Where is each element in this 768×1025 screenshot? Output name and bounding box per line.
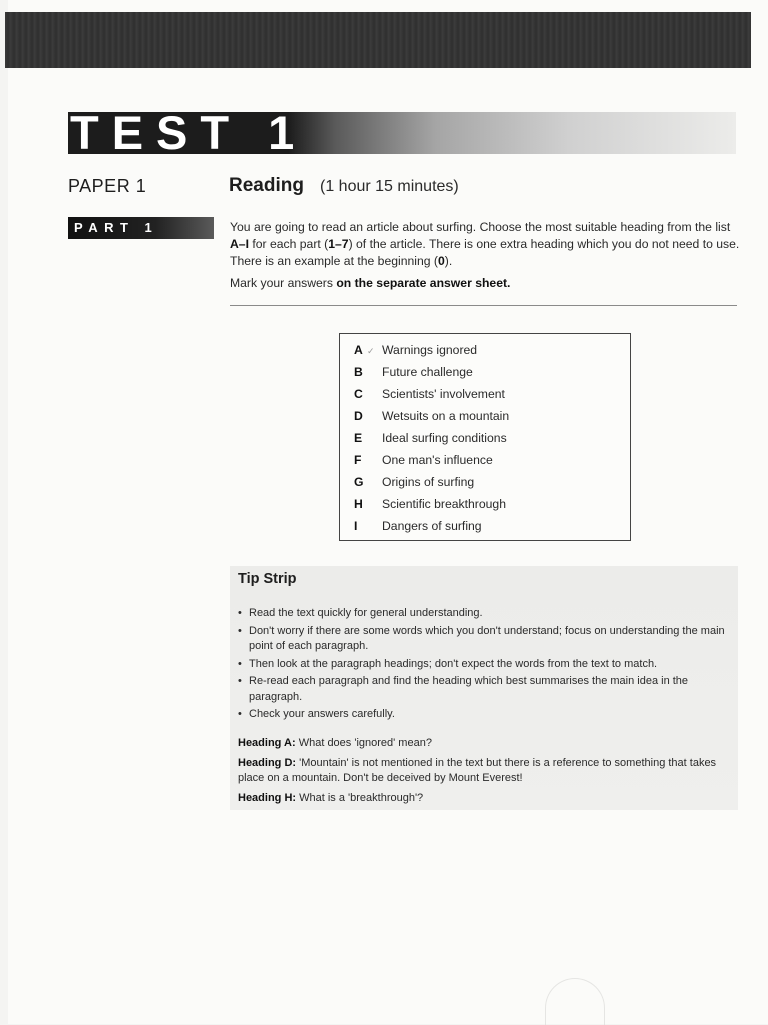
heading-note [238,791,730,807]
headings-list-box [339,333,631,541]
tip-bullet: • Don't worry if there are some words which you don't understand; focus on understanding the main point of each paragraph. [238,624,730,655]
heading-text: Origins of surfing [382,475,475,489]
tip-bullet: • Read the text quickly for general understanding. [238,606,730,622]
heading-text: Wetsuits on a mountain [382,409,510,423]
instructions-example-number: 0 [438,254,445,268]
heading-letter: G [354,475,364,489]
mark-answers-line [230,276,510,290]
heading-letter: C [354,387,363,401]
heading-note-text: 'Mountain' is not mentioned in the text but there is a reference to something that takes place on a mountain. Don't be deceived by Mount Everest! [238,756,717,784]
mark-answers-text: Mark your answers [230,276,337,290]
tip-strip-title: Tip Strip [238,571,297,587]
top-dark-band [5,12,751,68]
instructions-text: You are going to read an article about surfing. Choose the most suitable heading from the list [230,220,731,234]
tip-bullet: • Re-read each paragraph and find the heading which best summarises the main idea in the paragraph. [238,674,730,705]
mark-answers-emphasis: on the separate answer sheet. [336,276,511,290]
heading-notes [238,736,730,810]
heading-note [238,756,730,787]
heading-note-label: Heading H: [238,791,297,804]
heading-note-label: Heading D: [238,756,297,769]
heading-letter: A [354,343,363,357]
instructions-paragraph [230,219,740,270]
tip-bullet-list [238,606,730,725]
section-time: (1 hour 15 minutes) [320,178,459,195]
test-title: TEST 1 [70,106,308,159]
heading-letter: F [354,453,362,467]
heading-text: Ideal surfing conditions [382,431,507,445]
heading-note-text: What is a 'breakthrough'? [296,791,424,804]
heading-letter: E [354,431,363,445]
tip-strip-panel [230,566,738,810]
part-label: PART 1 [68,217,214,239]
heading-text: Scientific breakthrough [382,497,506,511]
instructions-range-headings: A–I [230,237,249,251]
heading-note-text: What does 'ignored' mean? [295,737,432,749]
instructions-text: for each part ( [248,237,329,251]
heading-text: Future challenge [382,365,473,379]
instructions-range-parts: 1–7 [328,237,349,251]
divider-rule [230,305,737,306]
heading-text: Dangers of surfing [382,519,482,533]
heading-text: Warnings ignored [382,343,478,357]
paper-label: PAPER 1 [68,176,147,196]
heading-letter: I [354,519,358,533]
heading-letter: H [354,497,363,511]
instructions-text: ) of the article. There is one extra heading which you do not need to use. There is an example at the beginning ( [230,237,740,268]
tick-mark-icon: ✓ [367,346,375,356]
heading-note [238,736,730,752]
heading-letter: D [354,409,363,423]
heading-text: One man's influence [382,453,493,467]
heading-note-label: Heading A: [238,737,296,749]
section-title: Reading [229,175,304,196]
tip-bullet: • Check your answers carefully. [238,707,730,723]
heading-letter: B [354,365,363,379]
tip-bullet: • Then look at the paragraph headings; don't expect the words from the text to match. [238,657,730,673]
heading-text: Scientists' involvement [382,387,505,401]
instructions-text: ). [444,254,453,268]
